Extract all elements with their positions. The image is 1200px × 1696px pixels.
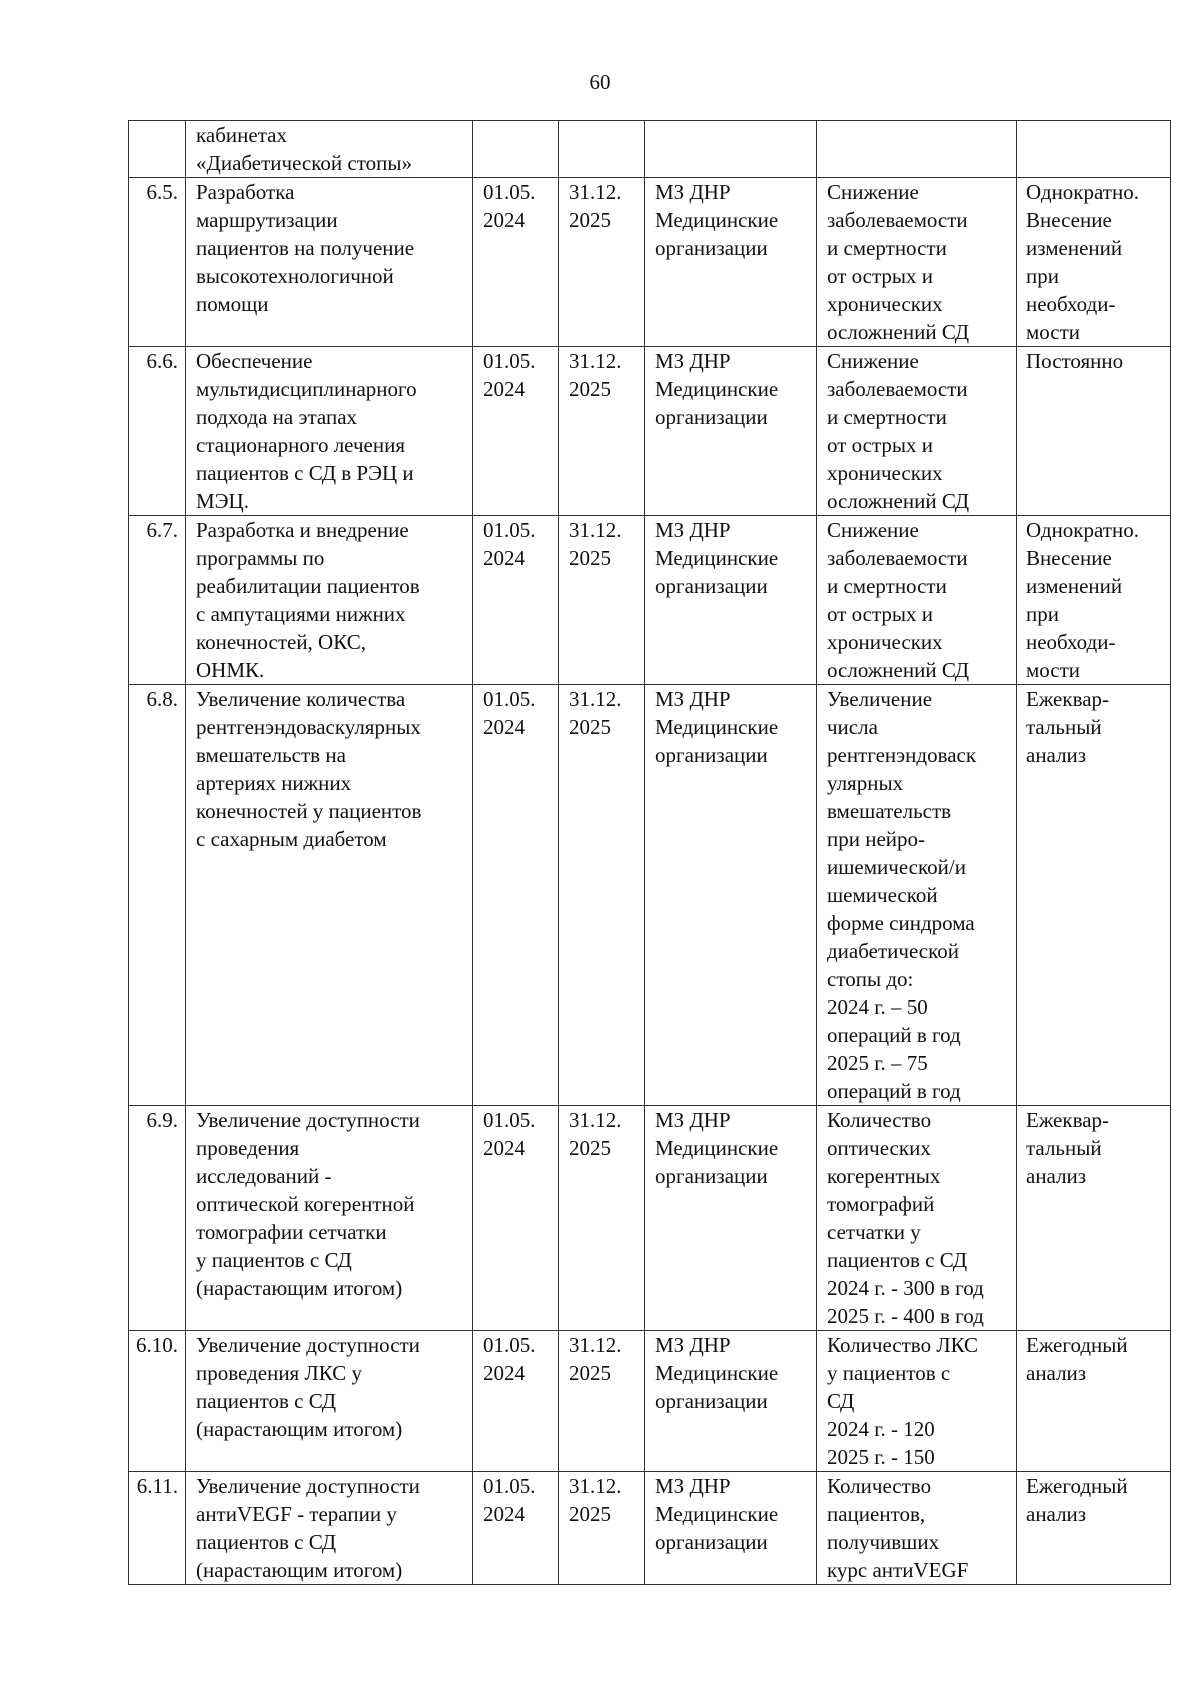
end-date-cell: 31.12. 2025 — [559, 178, 645, 347]
executor-cell: МЗ ДНР Медицинские организации — [645, 1106, 817, 1331]
item-number-cell: 6.5. — [129, 178, 186, 347]
expected-result-cell: Количество пациентов, получивших курс антиVEGF — [817, 1472, 1017, 1585]
activity-cell: Разработка маршрутизации пациентов на получение высокотехнологичной помощи — [186, 178, 473, 347]
executor-cell: МЗ ДНР Медицинские организации — [645, 1331, 817, 1472]
control-frequency-cell: Однократно. Внесение изменений при необходи- мости — [1017, 516, 1171, 685]
control-frequency-cell — [1017, 121, 1171, 178]
end-date-cell: 31.12. 2025 — [559, 516, 645, 685]
item-number-cell: 6.7. — [129, 516, 186, 685]
item-number-cell: 6.10. — [129, 1331, 186, 1472]
table-body — [129, 121, 1171, 1585]
page-number: 60 — [589, 70, 611, 94]
action-plan-table — [128, 120, 1171, 1585]
control-frequency-cell: Ежегодный анализ — [1017, 1472, 1171, 1585]
start-date-cell: 01.05. 2024 — [473, 1331, 559, 1472]
expected-result-cell: Увеличение числа рентгенэндоваск улярных вмешательств при нейро- ишемической/и шемической форме синдрома диабетической стопы до: 2024 г. – 50 операций в год 2025 г. – 75 операций в год — [817, 685, 1017, 1106]
start-date-cell: 01.05. 2024 — [473, 178, 559, 347]
expected-result-cell: Количество ЛКС у пациентов с СД 2024 г. - 120 2025 г. - 150 — [817, 1331, 1017, 1472]
executor-cell: МЗ ДНР Медицинские организации — [645, 178, 817, 347]
end-date-cell: 31.12. 2025 — [559, 1106, 645, 1331]
start-date-cell: 01.05. 2024 — [473, 685, 559, 1106]
executor-cell: МЗ ДНР Медицинские организации — [645, 516, 817, 685]
activity-cell: Разработка и внедрение программы по реабилитации пациентов с ампутациями нижних конечностей, ОКС, ОНМК. — [186, 516, 473, 685]
expected-result-cell: Количество оптических когерентных томографий сетчатки у пациентов с СД 2024 г. - 300 в год 2025 г. - 400 в год — [817, 1106, 1017, 1331]
control-frequency-cell: Постоянно — [1017, 347, 1171, 516]
activity-cell: Увеличение доступности проведения исследований - оптической когерентной томографии сетчатки у пациентов с СД (нарастающим итогом) — [186, 1106, 473, 1331]
control-frequency-cell: Ежеквар- тальный анализ — [1017, 1106, 1171, 1331]
executor-cell — [645, 121, 817, 178]
activity-cell: Увеличение количества рентгенэндоваскулярных вмешательств на артериях нижних конечностей у пациентов с сахарным диабетом — [186, 685, 473, 1106]
end-date-cell: 31.12. 2025 — [559, 685, 645, 1106]
activity-cell: Обеспечение мультидисциплинарного подхода на этапах стационарного лечения пациентов с СД в РЭЦ и МЭЦ. — [186, 347, 473, 516]
control-frequency-cell: Однократно. Внесение изменений при необходи- мости — [1017, 178, 1171, 347]
table-row — [129, 121, 1171, 178]
table-row — [129, 685, 1171, 1106]
start-date-cell: 01.05. 2024 — [473, 1472, 559, 1585]
end-date-cell — [559, 121, 645, 178]
item-number-cell: 6.8. — [129, 685, 186, 1106]
control-frequency-cell: Ежегодный анализ — [1017, 1331, 1171, 1472]
item-number-cell: 6.6. — [129, 347, 186, 516]
activity-cell: Увеличение доступности антиVEGF - терапии у пациентов с СД (нарастающим итогом) — [186, 1472, 473, 1585]
table-row — [129, 516, 1171, 685]
table-row — [129, 1331, 1171, 1472]
start-date-cell: 01.05. 2024 — [473, 516, 559, 685]
activity-cell: Увеличение доступности проведения ЛКС у пациентов с СД (нарастающим итогом) — [186, 1331, 473, 1472]
activity-cell: кабинетах «Диабетической стопы» — [186, 121, 473, 178]
end-date-cell: 31.12. 2025 — [559, 1472, 645, 1585]
item-number-cell — [129, 121, 186, 178]
start-date-cell: 01.05. 2024 — [473, 1106, 559, 1331]
table-row — [129, 1472, 1171, 1585]
executor-cell: МЗ ДНР Медицинские организации — [645, 1472, 817, 1585]
expected-result-cell: Снижение заболеваемости и смертности от острых и хронических осложнений СД — [817, 347, 1017, 516]
start-date-cell — [473, 121, 559, 178]
table-row — [129, 178, 1171, 347]
table-row — [129, 347, 1171, 516]
executor-cell: МЗ ДНР Медицинские организации — [645, 347, 817, 516]
expected-result-cell: Снижение заболеваемости и смертности от острых и хронических осложнений СД — [817, 178, 1017, 347]
end-date-cell: 31.12. 2025 — [559, 1331, 645, 1472]
item-number-cell: 6.11. — [129, 1472, 186, 1585]
start-date-cell: 01.05. 2024 — [473, 347, 559, 516]
item-number-cell: 6.9. — [129, 1106, 186, 1331]
control-frequency-cell: Ежеквар- тальный анализ — [1017, 685, 1171, 1106]
table-row — [129, 1106, 1171, 1331]
executor-cell: МЗ ДНР Медицинские организации — [645, 685, 817, 1106]
end-date-cell: 31.12. 2025 — [559, 347, 645, 516]
expected-result-cell — [817, 121, 1017, 178]
expected-result-cell: Снижение заболеваемости и смертности от острых и хронических осложнений СД — [817, 516, 1017, 685]
